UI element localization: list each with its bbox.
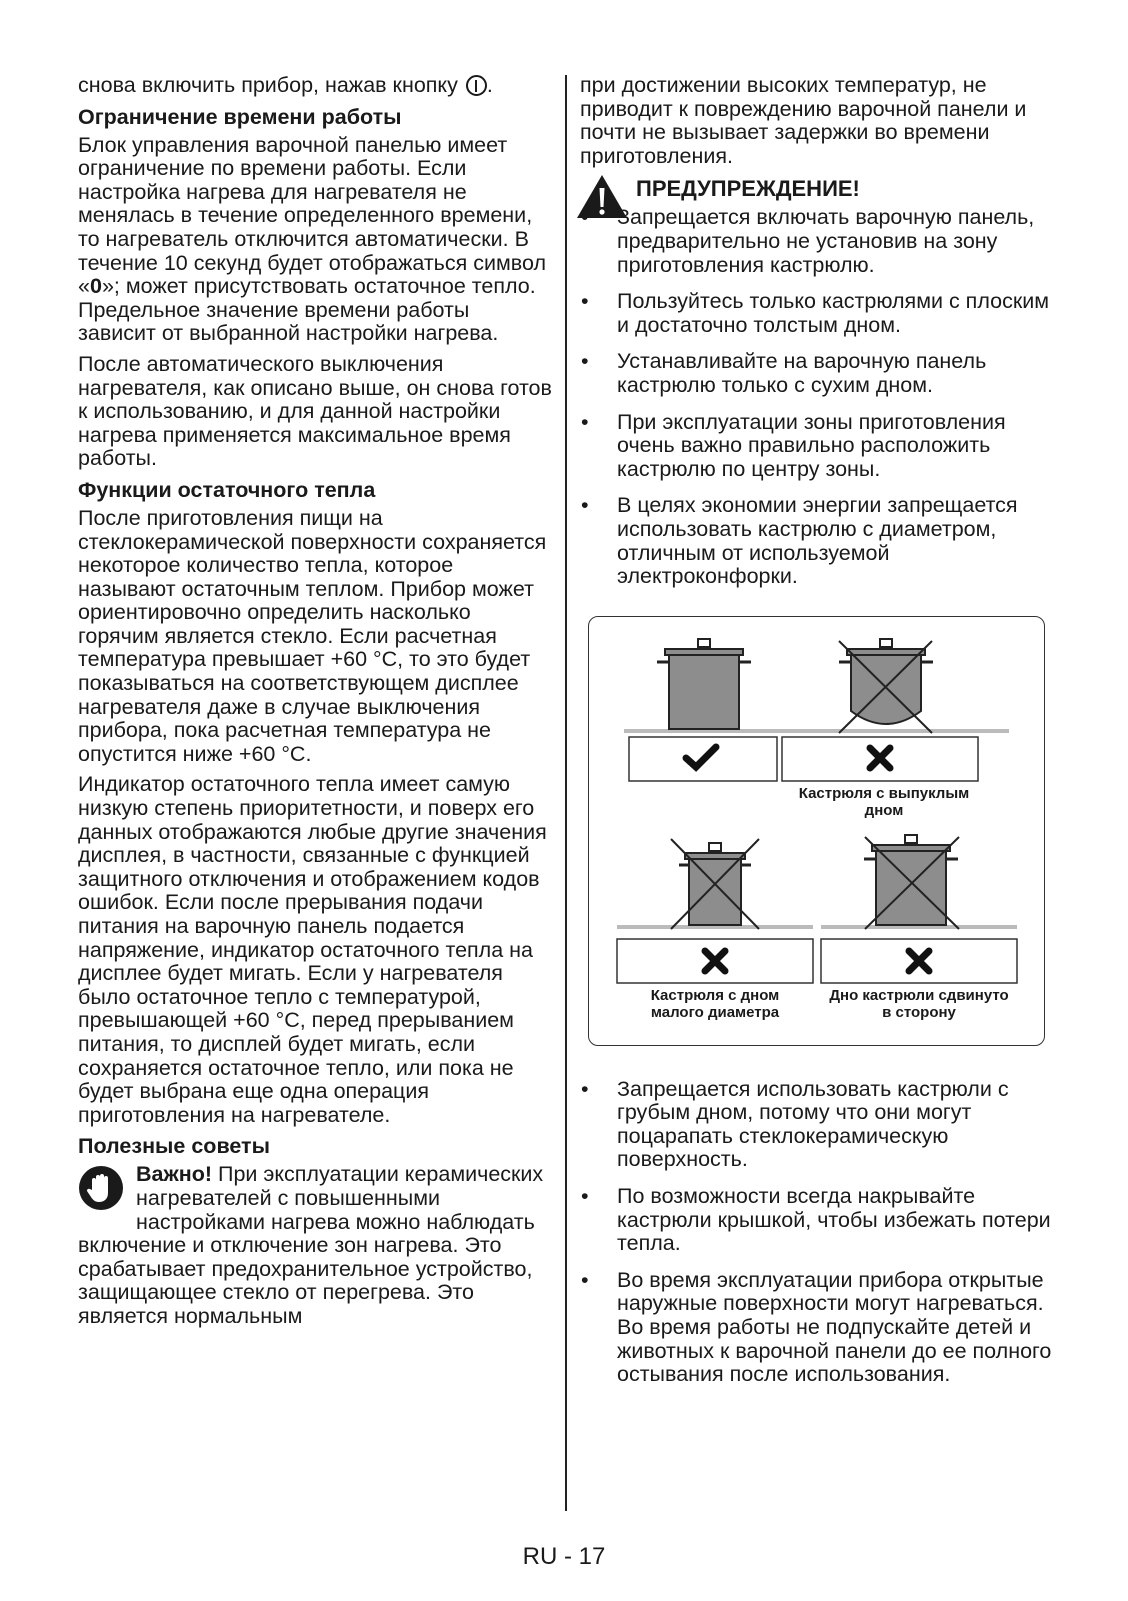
heading-residual-heat: Функции остаточного тепла — [78, 477, 376, 502]
list-item: • Запрещается включать варочную панель, предварительно не установив на зону приготовления кастрюлю. — [580, 206, 1055, 277]
paragraph-after-shutdown: После автоматического выключения нагревателя, как описано выше, он снова готов к использованию, и для данной настройки нагрева применяется максимальное время работы. — [78, 351, 552, 471]
column-divider — [565, 75, 567, 1511]
heading-useful-tips: Полезные советы — [78, 1134, 270, 1159]
list-item: • Запрещается использовать кастрюли с грубым дном, потому что они могут поцарапать стеклокерамическую поверхность. — [580, 1078, 1055, 1172]
hand-stop-icon — [78, 1165, 124, 1211]
page-number: RU - 17 — [522, 1543, 606, 1570]
list-item: • Пользуйтесь только кастрюлями с плоским и достаточно толстым дном. — [580, 290, 1055, 337]
left-column — [78, 74, 553, 1329]
list-item: • Во время эксплуатации прибора открытые наружные поверхности могут нагреваться. Во время работы не подпускайте детей и животных к варочной панели до ее полного остывания после использования. — [580, 1269, 1055, 1387]
list-item: • При эксплуатации зоны приготовления очень важно правильно расположить кастрюлю по центру зоны. — [580, 411, 1055, 482]
caption-shifted-bottom: Дно кастрюли сдвинуто в сторону — [829, 986, 1009, 1021]
paragraph-residual-heat-2: Индикатор остаточного тепла имеет самую низкую степень приоритетности, и поверх его данных отображаются любые другие значения дисплея, в частности, связанные с функцией защитного отключения и отображением кодов ошибок. Если после прерывания подачи питания на варочную панель подается напряжение, индикатор остаточного тепла на дисплее будет мигать. Если у нагревателя было остаточное тепло с температурой, превышающей +60 °С, перед прерыванием питания, то дисплей будет мигать, если сохраняется остаточное тепло, или пока не будет выбрана еще одна операция приготовления на нагревателе. — [78, 772, 547, 1127]
continued-text-right: при достижении высоких температур, не приводит к повреждению варочной панели и почти не вызывает задержки во времени приготовления. — [580, 73, 1027, 168]
caption-small-diameter: Кастрюля с дном малого диаметра — [650, 986, 780, 1021]
cookware-illustration — [589, 617, 1044, 1045]
bullet-list-top — [580, 206, 1055, 588]
right-column — [580, 74, 1055, 1400]
power-icon — [466, 75, 487, 96]
important-note: Важно! При эксплуатации керамических нагревателей с повышенными настройками нагрева можно наблюдать включение и отключение зон нагрева. Это срабатывает предохранительное устройство, защищающее стекло от перегрева. Это является нормальным — [78, 1162, 544, 1328]
paragraph-residual-heat-1: После приготовления пищи на стеклокерамической поверхности сохраняется некоторое количество тепла, которое называют остаточным теплом. Прибор может ориентировочно определить насколько горячим является стекло. Если расчетная температура превышает +60 °С, то это будет показываться на соответствующем дисплее нагревателя даже в случае выключения прибора, пока расчетная температура не опустится ниже +60 °С. — [78, 505, 547, 766]
warning-title: ПРЕДУПРЕЖДЕНИЕ! — [636, 176, 860, 202]
paragraph-time-limit: Блок управления варочной панелью имеет ограничение по времени работы. Если настройка нагрева для нагревателя не менялась в течение определенного времени, то нагреватель отключится автоматически. В течение 10 секунд будет отображаться символ «0»; может присутствовать остаточное тепло. Предельное значение времени работы зависит от выбранной настройки нагрева. — [78, 132, 547, 346]
heading-time-limit: Ограничение времени работы — [78, 104, 402, 129]
list-item: • В целях экономии энергии запрещается использовать кастрюлю с диаметром, отличным от используемой электроконфорки. — [580, 494, 1055, 588]
bullet-list-bottom — [580, 1078, 1055, 1387]
list-item: • По возможности всегда накрывайте кастрюли крышкой, чтобы избежать потери тепла. — [580, 1185, 1055, 1256]
cookware-placement-figure — [588, 616, 1045, 1046]
caption-convex-bottom: Кастрюля с выпуклым дном — [798, 784, 970, 819]
continued-text: снова включить прибор, нажав кнопку . — [78, 73, 493, 97]
list-item: • Устанавливайте на варочную панель кастрюлю только с сухим дном. — [580, 350, 1055, 397]
